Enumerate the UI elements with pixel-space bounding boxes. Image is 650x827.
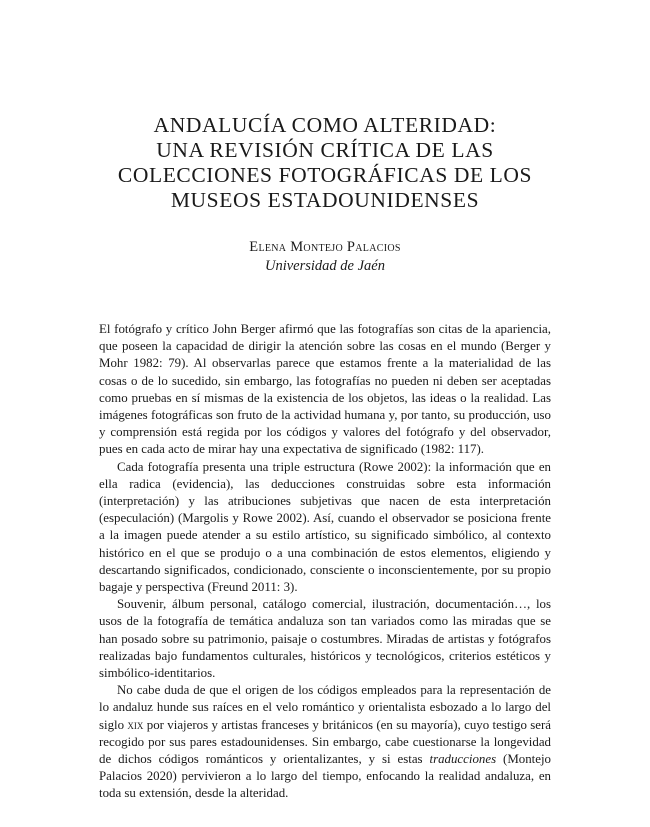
italic-term: traducciones <box>429 752 497 767</box>
paragraph-text: No cabe duda de que el origen de los códigos empleados para la representación de lo andaluz hunde sus raíces en el velo romántico y orientalista esbozado a lo largo del siglo <box>99 683 551 732</box>
body-paragraph: El fotógrafo y crítico John Berger afirmó que las fotografías son citas de la apariencia, que poseen la capacidad de dirigir la atención sobre las cosas en el mundo (Berger y Mohr 1982: 79). Al observarlas parece que estamos frente a la materialidad de las cosas o de lo sucedido, sin embargo, las fotografías no pueden ni deben ser aceptadas como pruebas en sí mismas de la existencia de los objetos, las ideas o la realidad. Las imágenes fotográficas son fruto de la actividad humana y, por tanto, su producción, uso y comprensión está regida por los códigos y valores del fotógrafo y del observador, pues en cada acto de mirar hay una expectativa de significado (1982: 117). <box>99 322 551 457</box>
author-name: Elena Montejo Palacios <box>249 239 401 255</box>
article-body <box>99 321 551 803</box>
article-title <box>60 113 590 213</box>
title-line: COLECCIONES FOTOGRÁFICAS DE LOS <box>117 163 533 187</box>
body-paragraph <box>99 682 551 802</box>
author-affiliation: Universidad de Jaén <box>265 258 385 274</box>
title-line: UNA REVISIÓN CRÍTICA DE LAS <box>156 138 494 162</box>
byline <box>100 238 550 276</box>
century-numeral: xix <box>127 717 144 732</box>
title-line: ANDALUCÍA COMO ALTERIDAD: <box>153 113 497 137</box>
paragraph-text: (Montejo Palacios 2020) pervivieron a lo largo del tiempo, enfocando la realidad andaluza, en toda su extensión, desde la alteridad. <box>99 752 551 801</box>
paragraph-text: por viajeros y artistas franceses y británicos (en su mayoría), cuyo testigo será recogido por sus pares estadounidenses. Sin embargo, cabe cuestionarse la longevidad de dichos códigos románticos y orientalizantes, y si estas <box>99 717 551 767</box>
title-line: MUSEOS ESTADOUNIDENSES <box>170 188 480 212</box>
body-paragraph: Cada fotografía presenta una triple estructura (Rowe 2002): la información que en ella radica (evidencia), las deducciones construidas sobre esta información (interpretación) y las atribuciones subjetivas que nacen de esta interpretación (especulación) (Margolis y Rowe 2002). Así, cuando el observador se posiciona frente a la imagen puede atender a su estilo artístico, su significado simbólico, al contexto histórico en el que se produjo o a una combinación de estos elementos, eligiendo y descartando significados, condicionado, consciente o inconscientemente, por su propio bagaje y perspectiva (Freund 2011: 3). <box>99 459 551 595</box>
body-paragraph: Souvenir, álbum personal, catálogo comercial, ilustración, documentación…, los usos de la fotografía de temática andaluza son tan variados como las miradas que se han posado sobre su patrimonio, paisaje o costumbres. Miradas de artistas y fotógrafos realizadas bajo fundamentos culturales, históricos y tecnológicos, criterios estéticos y simbólico-identitarios. <box>99 597 551 681</box>
